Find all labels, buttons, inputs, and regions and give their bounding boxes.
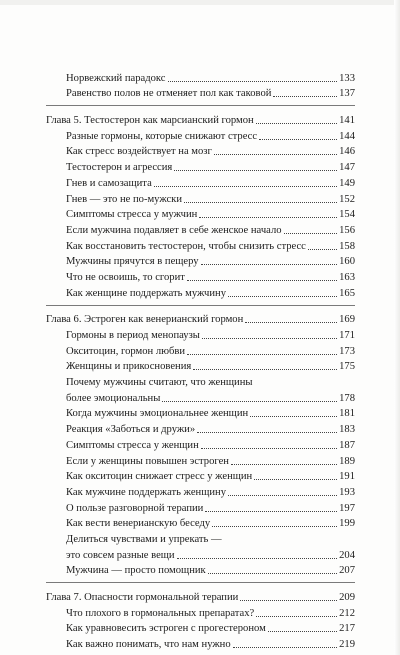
toc-entry: [46, 405, 355, 421]
toc-entry: [46, 483, 355, 499]
toc-entry-title: Как вести венерианскую беседу: [66, 518, 211, 530]
toc-entry-title: Как стресс воздействует на мозг: [66, 146, 212, 158]
toc-entry-page: 146: [339, 146, 355, 158]
toc-section-continued: [46, 69, 355, 100]
toc-entry-page: 204: [339, 549, 355, 561]
toc-entry-title: Симптомы стресса у женщин: [66, 439, 199, 451]
toc-entry-page: 217: [339, 623, 355, 635]
toc-entry-title: Окситоцин, гормон любви: [66, 345, 186, 357]
toc-entry: [46, 604, 355, 620]
section-divider: [46, 305, 355, 306]
toc-entry: [46, 342, 355, 358]
toc-entry-page: 152: [339, 193, 355, 205]
toc-entry-page: 175: [339, 361, 355, 373]
dot-leader: [268, 631, 337, 632]
toc-entry-page: 160: [339, 256, 355, 268]
toc-entry-title: Как женщине поддержать мужчину: [66, 287, 226, 299]
toc-entry-title: Норвежский парадокс: [66, 72, 166, 84]
toc-entry-page: 197: [339, 502, 355, 514]
toc-entry: [46, 562, 355, 578]
toc-entry-title: Тестостерон и агрессия: [66, 162, 173, 174]
chapter-heading: [46, 311, 355, 327]
toc-entry-title: Гнев и самозащита: [66, 177, 152, 189]
toc-entry-title: Мужчины прячутся в пещеру: [66, 256, 199, 268]
toc-entry-title: Что не освоишь, то сгорит: [66, 271, 185, 283]
toc-entry-first-line: [46, 530, 355, 546]
toc-entry-title: Как окситоцин снижает стресс у женщин: [66, 471, 253, 483]
dot-leader: [284, 233, 338, 234]
toc-entry-title-line2: более эмоциональны: [66, 392, 161, 404]
toc-entry: [46, 253, 355, 269]
toc-entry: [46, 620, 355, 636]
dot-leader: [208, 573, 337, 574]
chapter-heading: [46, 111, 355, 127]
toc-chapter-7: [46, 588, 355, 651]
toc-entry-page: 207: [339, 565, 355, 577]
dot-leader: [174, 170, 337, 171]
toc-entry: [46, 389, 355, 405]
toc-entry: [46, 436, 355, 452]
toc-entry-title: Симптомы стресса у мужчин: [66, 209, 198, 221]
toc-entry: [46, 143, 355, 159]
toc-entry: [46, 635, 355, 651]
toc-entry-title: Разные гормоны, которые снижают стресс: [66, 130, 258, 142]
toc-entry-page: 187: [339, 439, 355, 451]
toc-entry-page: 156: [339, 224, 355, 236]
toc-entry-page: 144: [339, 130, 355, 142]
toc-entry: [46, 546, 355, 562]
toc-entry: [46, 284, 355, 300]
chapter-title: Глава 7. Опасности гормональной терапии: [46, 592, 239, 603]
chapter-page: 169: [339, 314, 355, 326]
dot-leader: [256, 123, 337, 124]
toc-entry: [46, 221, 355, 237]
toc-entry-title: Мужчина — просто помощник: [66, 565, 206, 577]
toc-entry-title: Как восстановить тестостерон, чтобы снизить стресс: [66, 240, 306, 252]
dot-leader: [245, 322, 337, 323]
toc-entry-page: 191: [339, 471, 355, 483]
dot-leader: [168, 81, 338, 82]
toc-entry: [46, 69, 355, 85]
toc-entry-page: 171: [339, 330, 355, 341]
toc-entry-page: 147: [339, 162, 355, 174]
toc-entry: [46, 268, 355, 284]
toc-entry: [46, 420, 355, 436]
toc-entry-page: 178: [339, 392, 355, 404]
toc-entry-first-line: [46, 373, 355, 389]
toc-entry-page: 154: [339, 209, 355, 221]
dot-leader: [250, 416, 337, 417]
toc-chapter-5: [46, 111, 355, 299]
toc-entry-title: Что плохого в гормональных препаратах?: [66, 607, 255, 619]
section-divider: [46, 105, 355, 106]
toc-entry-title: О пользе разговорной терапии: [66, 502, 204, 514]
dot-leader: [162, 401, 337, 402]
toc-entry-title: Как мужчине поддержать женщину: [66, 486, 226, 498]
toc-entry-page: 199: [339, 518, 355, 530]
toc-entry: [46, 326, 355, 342]
toc-entry-title: Равенство полов не отменяет пол как таковой: [66, 88, 272, 100]
dot-leader: [199, 217, 337, 218]
dot-leader: [308, 249, 337, 250]
dot-leader: [201, 448, 337, 449]
toc-entry: [46, 237, 355, 253]
dot-leader: [197, 432, 337, 433]
chapter-page: 209: [339, 592, 355, 603]
toc-entry: [46, 452, 355, 468]
toc-entry-title: Как важно понимать, что нам нужно: [66, 639, 231, 651]
dot-leader: [256, 616, 337, 617]
toc-entry-title: Женщины и прикосновения: [66, 361, 192, 373]
dot-leader: [193, 369, 337, 370]
dot-leader: [254, 479, 337, 480]
toc-entry-page: 149: [339, 177, 355, 189]
toc-entry: [46, 190, 355, 206]
dot-leader: [228, 296, 337, 297]
page-right-edge: [394, 0, 400, 655]
toc-entry-title: Реакция «Заботься и дружи»: [66, 424, 196, 436]
toc-entry-page: 137: [339, 88, 355, 100]
toc-entry: [46, 358, 355, 374]
dot-leader: [177, 558, 338, 559]
dot-leader: [184, 202, 337, 203]
toc-entry-page: 212: [339, 607, 355, 619]
toc-entry-page: 173: [339, 345, 355, 357]
toc-entry-page: 181: [339, 408, 355, 420]
toc-entry: [46, 468, 355, 484]
toc-entry-page: 219: [339, 639, 355, 651]
toc-entry-page: 165: [339, 287, 355, 299]
toc-entry-title-line2: это совсем разные вещи: [66, 549, 175, 561]
toc-entry: [46, 158, 355, 174]
toc-entry-title-line1: Делиться чувствами и упрекать —: [66, 533, 222, 545]
dot-leader: [187, 280, 337, 281]
toc-entry-title: Гнев — это не по-мужски: [66, 193, 182, 205]
toc-entry-title: Как уравновесить эстроген с прогестероном: [66, 623, 266, 635]
table-of-contents: [46, 69, 355, 651]
section-divider: [46, 582, 355, 583]
dot-leader: [228, 495, 337, 496]
dot-leader: [212, 526, 337, 527]
toc-entry-page: 193: [339, 486, 355, 498]
toc-entry-title: Гормоны в период менопаузы: [66, 330, 200, 341]
chapter-heading: [46, 588, 355, 604]
toc-entry-page: 133: [339, 72, 355, 84]
dot-leader: [259, 139, 337, 140]
dot-leader: [273, 96, 337, 97]
toc-entry: [46, 127, 355, 143]
toc-entry: [46, 515, 355, 531]
chapter-page: 141: [339, 115, 355, 127]
toc-chapter-6: [46, 311, 355, 578]
dot-leader: [233, 647, 337, 648]
toc-entry-title-line1: Почему мужчины считают, что женщины: [66, 377, 253, 389]
toc-entry-page: 183: [339, 424, 355, 436]
dot-leader: [231, 464, 337, 465]
toc-entry-title: Если мужчина подавляет в себе женское начало: [66, 224, 282, 236]
toc-entry: [46, 206, 355, 222]
chapter-title: Глава 5. Тестостерон как марсианский гормон: [46, 115, 254, 127]
toc-entry-page: 163: [339, 271, 355, 283]
dot-leader: [214, 154, 337, 155]
toc-entry-page: 158: [339, 240, 355, 252]
toc-entry-title: Если у женщины повышен эстроген: [66, 455, 229, 467]
dot-leader: [187, 354, 337, 355]
toc-entry: [46, 174, 355, 190]
dot-leader: [240, 600, 337, 601]
dot-leader: [202, 338, 337, 339]
toc-entry: [46, 499, 355, 515]
toc-entry-title: Когда мужчины эмоциональнее женщин: [66, 408, 249, 420]
dot-leader: [205, 511, 337, 512]
dot-leader: [154, 186, 337, 187]
dot-leader: [201, 264, 338, 265]
chapter-title: Глава 6. Эстроген как венерианский гормон: [46, 314, 244, 326]
toc-entry: [46, 85, 355, 101]
page-top-edge: [0, 0, 400, 5]
toc-entry-page: 189: [339, 455, 355, 467]
